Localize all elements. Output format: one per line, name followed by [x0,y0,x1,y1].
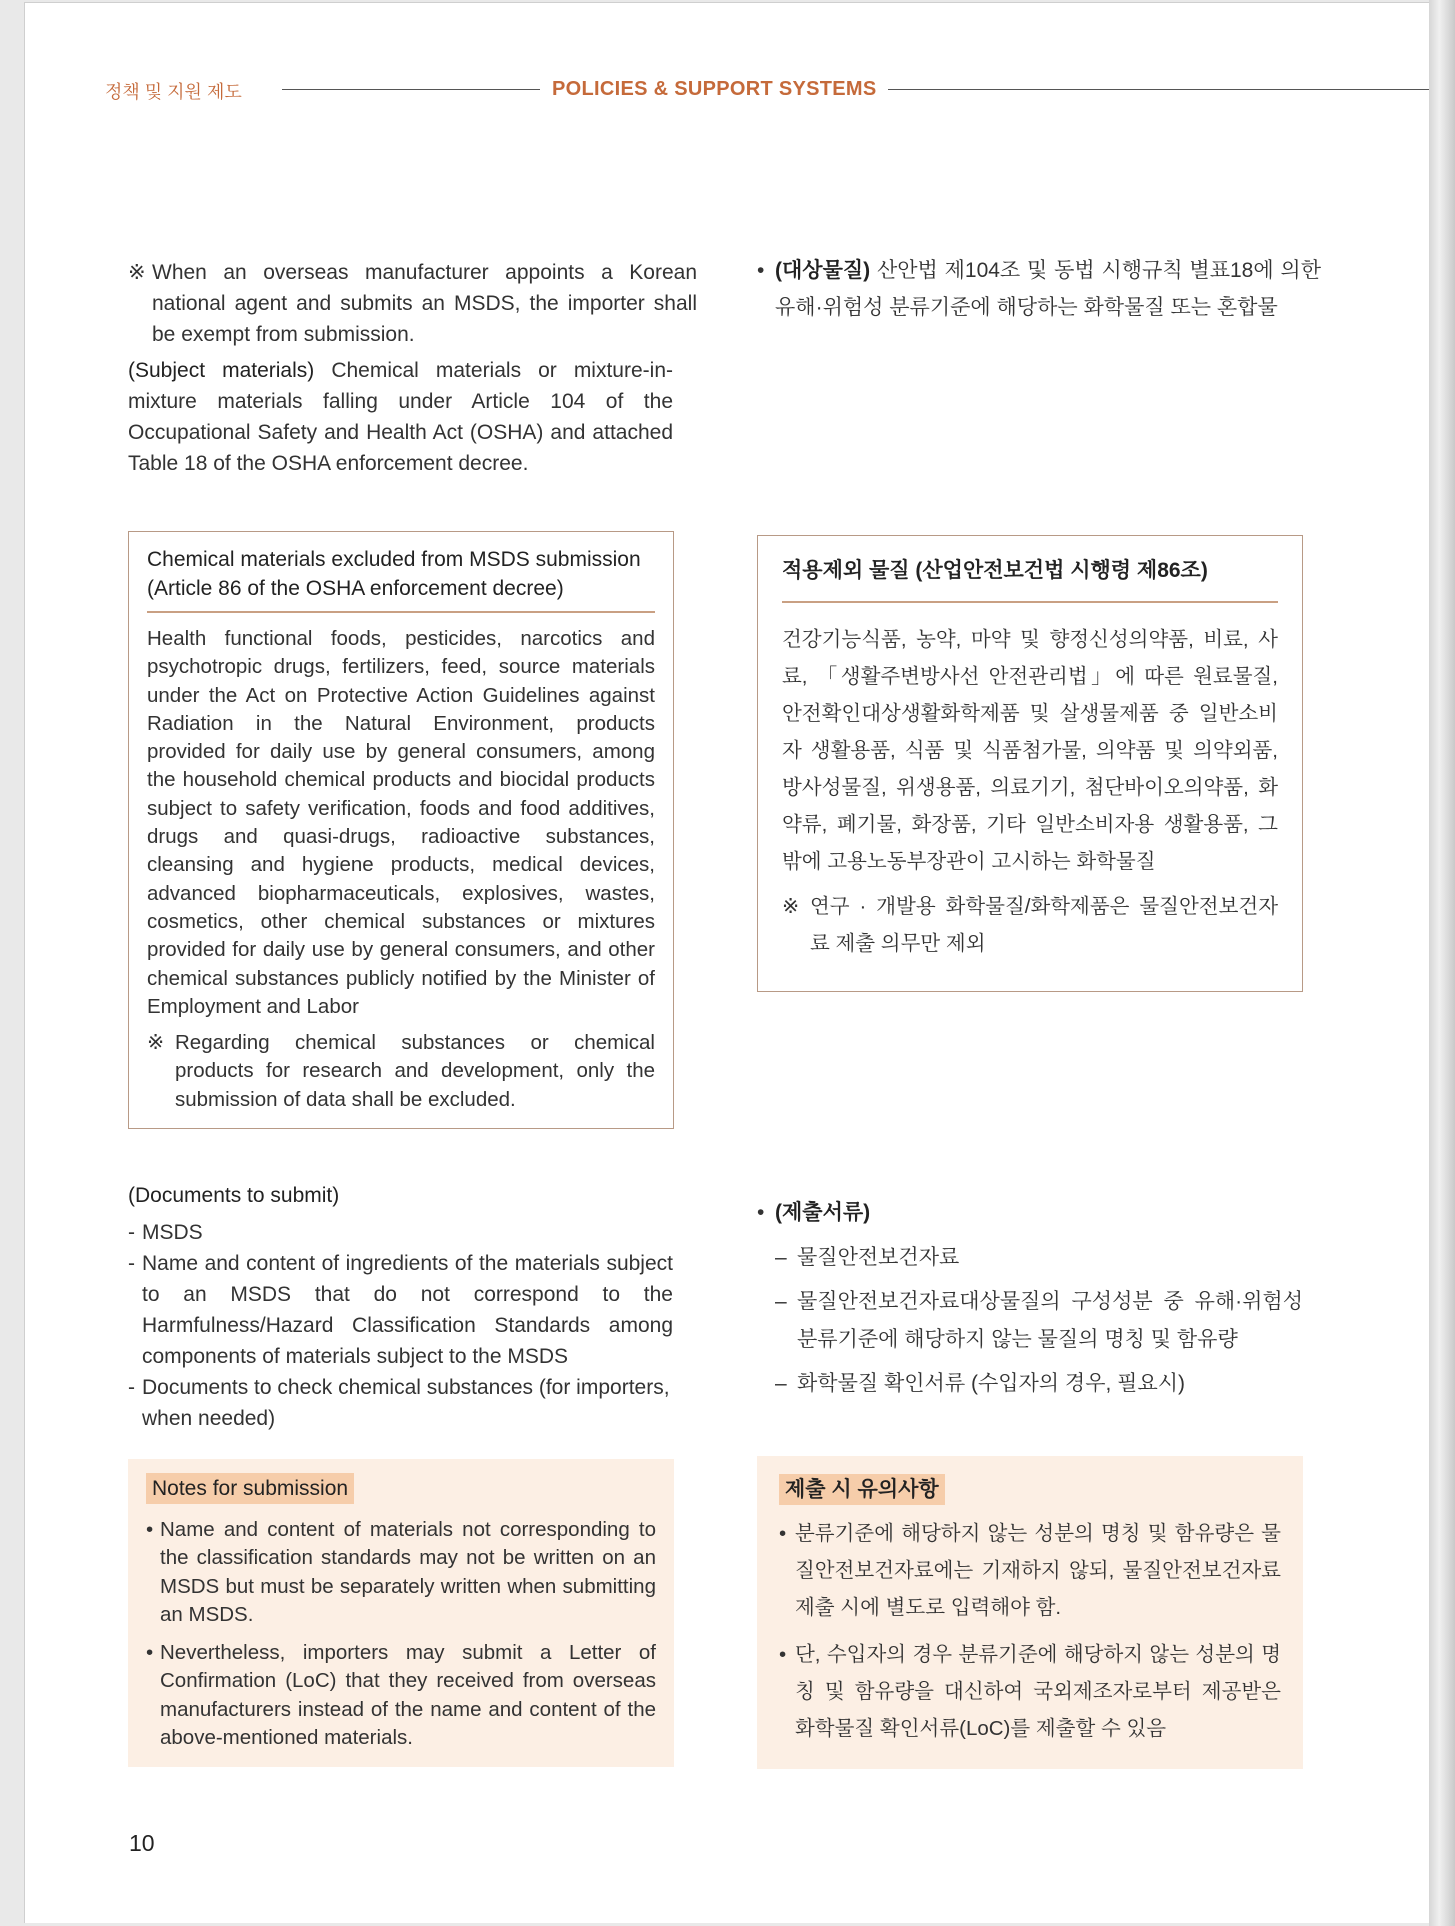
notes-tag: Notes for submission [146,1473,354,1504]
subject-label-ko: (대상물질) [775,259,871,282]
page-spine [1429,0,1455,1926]
bullet: • [757,1201,765,1224]
reference-mark: ※ [128,261,146,284]
exclusion-box-en [128,531,674,1129]
list-item: - Name and content of ingredients of the materials subject to an MSDS that do not correspond to the Harmfulness/Hazard Classification Standards among components of materials subject to the MSDS [128,1252,673,1368]
exclusion-box-body-ko: 건강기능식품, 농약, 마약 및 향정신성의약품, 비료, 사료, 「생활주변방사선 안전관리법」에 따른 원료물질, 안전확인대상생활화학제품 및 살생물제품 중 일반소비자 생활용품, 식품 및 식품첨가물, 의약품 및 의약외품, 방사성물질, 위생용품, 의료기기, 첨단바이오의약품, 화약류, 폐기물, 화장품, 기타 일반소비자용 생활용품, 그 밖에 고용노동부장관이 고시하는 화학물질 [782,628,1278,873]
note-text: When an overseas manufacturer appoints a Korean national agent and submits an MSDS, the importer shall be exempt from submission. [152,261,697,346]
submission-notes-en [128,1459,674,1767]
header-rule [282,89,540,90]
documents-title-ko: • (제출서류) [757,1194,1303,1231]
subject-text-ko: 산안법 제104조 및 동법 시행규칙 별표18에 의한 유해·위험성 분류기준에 해당하는 화학물질 또는 혼합물 [775,259,1322,319]
list-item: • 단, 수입자의 경우 분류기준에 해당하지 않는 성분의 명칭 및 함유량을 대신하여 국외제조자로부터 제공받은 화학물질 확인서류(LoC)를 제출할 수 있음 [779,1636,1281,1747]
list-item: – 물질안전보건자료 [775,1246,960,1269]
list-item: - Documents to check chemical substances (for importers, when needed) [128,1376,670,1430]
submission-notes-ko [757,1456,1303,1769]
subject-text: Chemical materials or mixture-in-mixture materials falling under Article 104 of the Occupational Safety and Health Act (OSHA) and attached Table 18 of the OSHA enforcement decree. [128,359,673,475]
rnd-note-text-ko: 연구 · 개발용 화학물질/화학제품은 물질안전보건자료 제출 의무만 제외 [810,895,1278,955]
rnd-exclusion-note-ko [782,888,1278,962]
list-item: • Nevertheless, importers may submit a Letter of Confirmation (LoC) that they received from overseas manufacturers instead of the name and content of the above-mentioned materials. [146,1641,656,1750]
section-title-ko: 정책 및 지원 제도 [105,82,242,102]
exclusion-box-ko [757,535,1303,992]
subject-label: (Subject materials) [128,359,315,382]
exclusion-box-title-ko: 적용제외 물질 (산업안전보건법 시행령 제86조) [782,559,1208,582]
notes-tag-ko: 제출 시 유의사항 [779,1474,945,1505]
header-rule [888,89,1429,90]
section-title-en: POLICIES & SUPPORT SYSTEMS [552,78,877,100]
rnd-note-text: Regarding chemical substances or chemical products for research and development, only the submission of data shall be excluded. [175,1031,655,1111]
list-item: • Name and content of materials not corresponding to the classification standards may not be written on an MSDS but must be separately written when submitting an MSDS. [146,1518,656,1626]
exclusion-box-body: Health functional foods, pesticides, narcotics and psychotropic drugs, fertilizers, feed, source materials under the Act on Protective Action Guidelines against Radiation in the Natural Environment, products provided for daily use by general consumers, among the household chemical products and biocidal products subject to safety verification, foods and food additives, drugs and quasi-drugs, radioactive substances, cleansing and hygiene products, medical devices, advanced biopharmaceuticals, explosives, wastes, cosmetics, other chemical substances or mixtures provided for daily use by general consumers, and other chemical substances publicly notified by the Minister of Employment and Labor [147,627,655,1018]
importer-exemption-note [128,257,697,350]
list-item: – 화학물질 확인서류 (수입자의 경우, 필요시) [775,1372,1186,1395]
box-title-rule [782,601,1278,603]
subject-materials-paragraph [128,355,673,479]
box-title-rule [147,611,655,613]
exclusion-box-title: Chemical materials excluded from MSDS submission (Article 86 of the OSHA enforcement decree) [147,548,641,600]
bullet: • [146,1641,154,1665]
bullet: • [146,1518,154,1541]
list-item: - MSDS [128,1221,203,1244]
list-item: • 분류기준에 해당하지 않는 성분의 명칭 및 함유량은 물질안전보건자료에는 기재하지 않되, 물질안전보건자료 제출 시에 별도로 입력해야 함. [779,1515,1281,1626]
documents-section-en [128,1180,673,1434]
bullet: • [757,259,765,282]
list-item: – 물질안전보건자료대상물질의 구성성분 중 유해·위험성 분류기준에 해당하지 않는 물질의 명칭 및 함유량 [775,1290,1303,1351]
page-number: 10 [129,1830,155,1856]
documents-title: (Documents to submit) [128,1184,340,1207]
rnd-exclusion-note [147,1029,655,1114]
reference-mark: ※ [782,895,800,918]
bullet: • [779,1522,787,1545]
reference-mark: ※ [147,1031,165,1055]
subject-materials-ko [757,252,1321,326]
documents-section-ko [757,1194,1303,1403]
bullet: • [779,1643,787,1666]
